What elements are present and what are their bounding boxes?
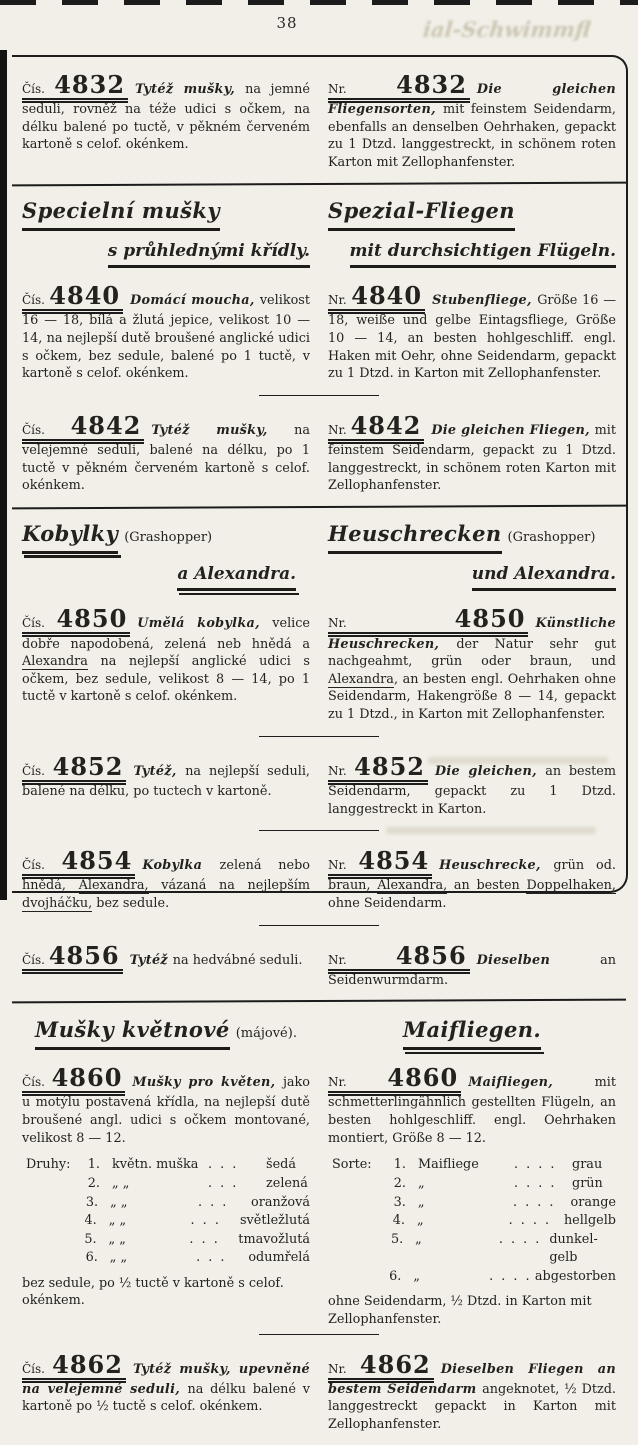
heading-czech bbox=[22, 1016, 310, 1050]
catalog-entry-4854-left bbox=[22, 835, 310, 919]
list-cell: oranžová bbox=[251, 1194, 310, 1210]
section-title-note: (májové). bbox=[235, 1026, 297, 1042]
section-title: Maifliegen. bbox=[403, 1016, 541, 1050]
item-number: Čís. 4860 bbox=[22, 1075, 125, 1096]
catalog-entry-4860-left bbox=[22, 1052, 310, 1154]
item-lead: Dieselben bbox=[476, 952, 601, 968]
item-text: , an besten engl. Oehrhaken ohne Seidendarm, Hakengröße 8 — 14, gepackt zu 1 Dtzd., in Karton mit Zellophanfenster. bbox=[328, 671, 616, 723]
list-cell: 1. bbox=[393, 1157, 406, 1173]
list-cell: . . . bbox=[190, 1213, 221, 1229]
section-title: Specielní mušky bbox=[22, 197, 220, 231]
list-item bbox=[384, 1175, 616, 1194]
list-cell: hellgelb bbox=[563, 1213, 616, 1229]
list-cell: grün bbox=[572, 1175, 603, 1191]
list-label: Druhy: bbox=[26, 1157, 71, 1173]
section-title: Mušky květnové bbox=[35, 1016, 230, 1050]
section-4832 bbox=[22, 57, 616, 183]
entry-row bbox=[22, 835, 616, 919]
item-lead: Tytéž mušky, upevněné na velejemné seduli, bbox=[22, 1361, 310, 1397]
variant-lists-row bbox=[22, 1154, 616, 1328]
item-text: angeknotet, ½ Dtzd. langgestreckt gepackt in Karton mit Zellophanfenster. bbox=[328, 1381, 616, 1432]
mayfly-variant-list-german bbox=[328, 1156, 616, 1286]
item-number: Nr. 4856 bbox=[328, 953, 470, 974]
list-cell: . . . . bbox=[498, 1231, 542, 1247]
list-item bbox=[78, 1175, 310, 1194]
page-frame bbox=[12, 55, 628, 1432]
list-cell: . . . . bbox=[514, 1157, 557, 1173]
list-cell: „ „ bbox=[108, 1213, 127, 1229]
list-cell: . . . bbox=[208, 1157, 239, 1173]
item-lead: Die gleichen, bbox=[434, 763, 546, 779]
list-cell: abgestorben bbox=[534, 1268, 616, 1284]
list-cell: 5. bbox=[84, 1231, 97, 1247]
entry-row bbox=[22, 930, 616, 997]
item-text: Alexandra, bbox=[377, 878, 448, 894]
item-number: Čís. 4842 bbox=[22, 423, 144, 444]
item-lead: Die gleichen Fliegen, bbox=[431, 422, 595, 438]
item-text: Größe 16 — 18, weiße und gelbe Eintagsfliege, Größe 10 — 14, an besten hohlgeschliff. engl. Haken mit Oehr, ohne Seidendarm, gepackt zu 1 Dtzd. in Karton mit Zellophanfenster. bbox=[328, 293, 617, 382]
item-number: Čís. 4850 bbox=[22, 616, 130, 637]
mayfly-variant-list-czech bbox=[22, 1156, 310, 1267]
item-lead: Domácí moucha, bbox=[130, 293, 260, 309]
section-subtitle: und Alexandra. bbox=[472, 563, 616, 591]
item-lead: Dieselben Fliegen an bestem Seidendarm bbox=[328, 1361, 616, 1397]
list-cell: odumřelá bbox=[248, 1250, 310, 1266]
list-cell: . . . bbox=[208, 1175, 239, 1191]
section-special-flies bbox=[22, 185, 616, 506]
item-text: mit feinstem Seidendarm, gepackt zu 1 Dtzd. langgestreckt, in schönem roten Karton mit Zellophanfenster. bbox=[328, 422, 616, 494]
item-text: Doppelhaken, bbox=[526, 878, 616, 894]
list-cell: grau bbox=[572, 1157, 603, 1173]
item-lead: Die gleichen Fliegensorten, bbox=[328, 82, 617, 118]
section-grasshoppers bbox=[22, 508, 616, 1000]
item-text: ohne Seidendarm. bbox=[328, 895, 447, 911]
list-item bbox=[78, 1194, 310, 1213]
list-cell: tmavožlutá bbox=[238, 1231, 310, 1247]
list-cell: . . . . bbox=[508, 1213, 552, 1229]
entry-row bbox=[22, 1339, 616, 1441]
list-cell: 4. bbox=[84, 1213, 97, 1229]
list-cell: . . . . bbox=[489, 1268, 532, 1284]
list-cell: „ „ bbox=[112, 1175, 130, 1191]
item-text: dvojháčku, bbox=[22, 895, 93, 911]
list-item bbox=[78, 1156, 310, 1175]
item-text: na hedvábné seduli. bbox=[172, 952, 303, 968]
catalog-entry-4852-right bbox=[328, 741, 616, 825]
item-number: Nr. 4862 bbox=[328, 1362, 434, 1383]
list-cell: „ bbox=[413, 1268, 420, 1284]
entry-divider bbox=[259, 395, 379, 396]
list-cell: . . . bbox=[189, 1231, 220, 1247]
list-item bbox=[384, 1268, 616, 1287]
item-number: Čís. 4856 bbox=[22, 953, 123, 974]
item-number: Nr. 4840 bbox=[328, 293, 425, 314]
item-number: Čís. 4862 bbox=[22, 1362, 126, 1383]
catalog-entry-4842-left bbox=[22, 400, 310, 502]
item-number: Čís. 4832 bbox=[22, 82, 128, 103]
bleedthrough-smudge bbox=[428, 757, 608, 764]
entry-row bbox=[22, 270, 616, 390]
list-cell: „ bbox=[418, 1175, 425, 1191]
item-lead: Maifliegen, bbox=[468, 1075, 595, 1091]
list-item bbox=[384, 1156, 616, 1175]
list-cell: „ bbox=[416, 1213, 424, 1229]
item-number: Nr. 4842 bbox=[328, 423, 424, 444]
list-cell: . . . bbox=[196, 1250, 227, 1266]
entry-divider bbox=[259, 736, 379, 737]
entry-row bbox=[22, 593, 616, 730]
item-lead: Tytéž, bbox=[133, 763, 186, 779]
list-footer: bez sedule, po ½ tuctě v kartoně s celof. okénkem. bbox=[22, 1275, 284, 1309]
item-text: an bestem Seidendarm, gepackt zu 1 Dtzd. langgestreckt in Karton. bbox=[328, 763, 616, 817]
catalog-entry-4852-left bbox=[22, 741, 310, 808]
item-lead: Kobylka bbox=[142, 858, 220, 874]
section-title-note: (Grashopper) bbox=[507, 529, 596, 545]
item-lead: Tytéž mušky, bbox=[151, 422, 295, 438]
section-subtitle: a Alexandra. bbox=[177, 563, 296, 591]
item-number: Nr. 4850 bbox=[328, 616, 528, 637]
item-number: Čís. 4852 bbox=[22, 764, 126, 785]
item-number: Nr. 4854 bbox=[328, 858, 432, 879]
scan-edge-dashes bbox=[0, 0, 638, 5]
item-text: der Natur sehr gut nachgeahmt, grün oder braun, und bbox=[328, 636, 616, 670]
item-text: na velejemné seduli, balené na délku, po 1 tuctě v pěkném červeném kartoně s celof. okénkem. bbox=[22, 422, 310, 494]
list-item bbox=[78, 1231, 310, 1250]
list-cell: Maifliege bbox=[418, 1157, 479, 1173]
heading-czech bbox=[22, 520, 310, 591]
list-cell: 6. bbox=[389, 1268, 402, 1284]
list-cell: 5. bbox=[390, 1231, 404, 1247]
list-cell: „ bbox=[415, 1231, 422, 1247]
list-cell: „ „ bbox=[110, 1194, 128, 1210]
catalog-entry-4840-right bbox=[328, 270, 616, 390]
entry-row bbox=[22, 1052, 616, 1154]
section-headings bbox=[22, 520, 616, 591]
item-number: Čís. 4840 bbox=[22, 293, 123, 314]
section-subtitle: mit durchsichtigen Flügeln. bbox=[350, 240, 617, 268]
list-label: Sorte: bbox=[332, 1157, 372, 1173]
item-number: Nr. 4832 bbox=[328, 82, 470, 103]
entry-row bbox=[22, 400, 616, 502]
list-cell: 3. bbox=[393, 1194, 406, 1210]
page-number: 38 bbox=[276, 14, 298, 32]
section-title-note: (Grashopper) bbox=[124, 529, 213, 545]
entry-divider bbox=[259, 925, 379, 926]
item-text: mit feinstem Seidendarm, ebenfalls an denselben Oehrhaken, gepackt zu 1 Dtzd. langgestreckt, in schönem roten Karton mit Zellophanfenster. bbox=[328, 102, 616, 171]
item-text: na nejlepší seduli, balené na délku, po tuctech v kartoně. bbox=[22, 763, 311, 799]
section-title: Spezial-Fliegen bbox=[328, 197, 515, 231]
list-cell: . . . . bbox=[513, 1194, 556, 1210]
item-text: na nejlepší anglické udici s očkem, bez sedule, velikost 8 — 14, po 1 tuctě v kartoně s celof. okénkem. bbox=[22, 654, 310, 705]
list-cell: 3. bbox=[85, 1194, 99, 1210]
item-text: grün od. braun, bbox=[328, 858, 616, 894]
heading-czech bbox=[22, 197, 310, 268]
catalog-entry-4832-right bbox=[328, 59, 616, 179]
list-footer: ohne Seidendarm, ½ Dtzd. in Karton mit Zellophanfenster. bbox=[328, 1294, 592, 1327]
section-headings bbox=[22, 197, 616, 268]
list-cell: šedá bbox=[266, 1157, 296, 1173]
list-cell: světležlutá bbox=[239, 1213, 310, 1229]
section-headings bbox=[22, 1016, 616, 1050]
item-lead: Mušky pro květen, bbox=[132, 1075, 283, 1091]
entry-divider bbox=[259, 1334, 379, 1335]
item-text: zelená nebo hnědá, bbox=[22, 858, 310, 894]
bleedthrough-smudge bbox=[386, 827, 596, 834]
scan-edge-bar bbox=[0, 50, 7, 900]
list-item bbox=[384, 1231, 616, 1268]
item-text: Alexandra bbox=[22, 654, 88, 670]
list-cell: 2. bbox=[393, 1175, 406, 1191]
list-cell: dunkel-gelb bbox=[549, 1231, 598, 1266]
section-mayflies bbox=[22, 1002, 616, 1444]
item-text: Alexandra, bbox=[78, 878, 149, 894]
catalog-entry-4850-right bbox=[328, 593, 616, 730]
catalog-entry-4842-right bbox=[328, 400, 616, 502]
item-number: Nr. 4852 bbox=[328, 764, 428, 785]
catalog-entry-4854-right bbox=[328, 835, 616, 919]
item-lead: Stubenfliege, bbox=[432, 293, 538, 309]
item-text: mit schmetterlingähnlich gestellten Flügeln, an besten hohlgeschliff. engl. Oehrhaken montiert, Größe 8 — 12. bbox=[328, 1075, 616, 1146]
list-cell: . . . bbox=[197, 1194, 229, 1210]
list-cell: „ „ bbox=[108, 1231, 126, 1247]
item-text: Alexandra bbox=[328, 671, 394, 687]
item-text: na jemné seduli, rovněž na téže udici s očkem, na délku balené po tuctě, v pěkném červeném kartoně s celof. okénkem. bbox=[22, 82, 310, 153]
catalog-entry-4832-left bbox=[22, 59, 310, 161]
item-text: jako u motýlu postavená křídla, na nejlepší dutě broušené angl. udici s očkem montované, velikost 8 — 12. bbox=[22, 1075, 310, 1146]
list-cell: „ bbox=[417, 1194, 425, 1210]
list-item bbox=[384, 1212, 616, 1231]
catalog-entry-4862-left bbox=[22, 1339, 310, 1423]
item-text: na délku balené v kartoně po ½ tuctě s celof. okénkem. bbox=[22, 1381, 310, 1415]
catalog-entry-4856-right bbox=[328, 930, 616, 997]
item-lead: Künstliche Heuschrecken, bbox=[328, 616, 616, 652]
item-text: an Seidenwurmdarm. bbox=[328, 952, 616, 988]
heading-german bbox=[328, 520, 616, 591]
list-cell: květn. muška bbox=[112, 1157, 199, 1173]
item-text: an besten bbox=[447, 878, 527, 894]
catalog-entry-4862-right bbox=[328, 1339, 616, 1441]
list-cell: 4. bbox=[392, 1213, 405, 1229]
heading-german bbox=[328, 1016, 616, 1050]
item-text: vázaná na nejlepším bbox=[148, 878, 310, 894]
item-text: velikost 16 — 18, bílá a žlutá jepice, velikost 10 — 14, na nejlepší dutě broušené anglické udici s očkem, bez sedule, balené po 1 tuctě, v kartoně s celof. okénkem. bbox=[22, 293, 310, 382]
item-text: velice dobře napodobená, zelená neb hnědá a bbox=[22, 616, 310, 652]
entry-divider bbox=[259, 830, 379, 831]
item-text: bez sedule. bbox=[92, 895, 170, 911]
catalog-entry-4840-left bbox=[22, 270, 310, 390]
section-title: Kobylky bbox=[22, 520, 118, 554]
catalog-entry-4860-right bbox=[328, 1052, 616, 1154]
catalog-entry-4856-left bbox=[22, 930, 310, 979]
item-lead: Heuschrecke, bbox=[439, 858, 554, 874]
bleedthrough-ghost-text: ial-Schwimmfl bbox=[421, 17, 592, 42]
item-lead: Tytéž bbox=[129, 952, 173, 968]
list-item bbox=[384, 1194, 616, 1213]
section-subtitle: s průhlednými křídly. bbox=[108, 240, 310, 268]
list-cell: . . . . bbox=[514, 1175, 557, 1191]
item-lead: Umělá kobylka, bbox=[137, 616, 273, 632]
list-cell: 1. bbox=[87, 1157, 100, 1173]
item-lead: Tytéž mušky, bbox=[135, 82, 246, 97]
list-cell: zelená bbox=[266, 1175, 308, 1191]
list-cell: 2. bbox=[87, 1175, 100, 1191]
catalog-entry-4850-left bbox=[22, 593, 310, 713]
list-cell: orange bbox=[570, 1194, 616, 1210]
list-cell: „ „ bbox=[109, 1250, 128, 1266]
item-number: Čís. 4854 bbox=[22, 858, 135, 879]
heading-german bbox=[328, 197, 616, 268]
entry-row bbox=[22, 741, 616, 825]
section-title: Heuschrecken bbox=[328, 520, 502, 554]
entry-row bbox=[22, 59, 616, 179]
item-number: Nr. 4860 bbox=[328, 1075, 461, 1096]
list-item bbox=[78, 1249, 310, 1268]
list-cell: 6. bbox=[85, 1250, 98, 1266]
list-item bbox=[78, 1212, 310, 1231]
